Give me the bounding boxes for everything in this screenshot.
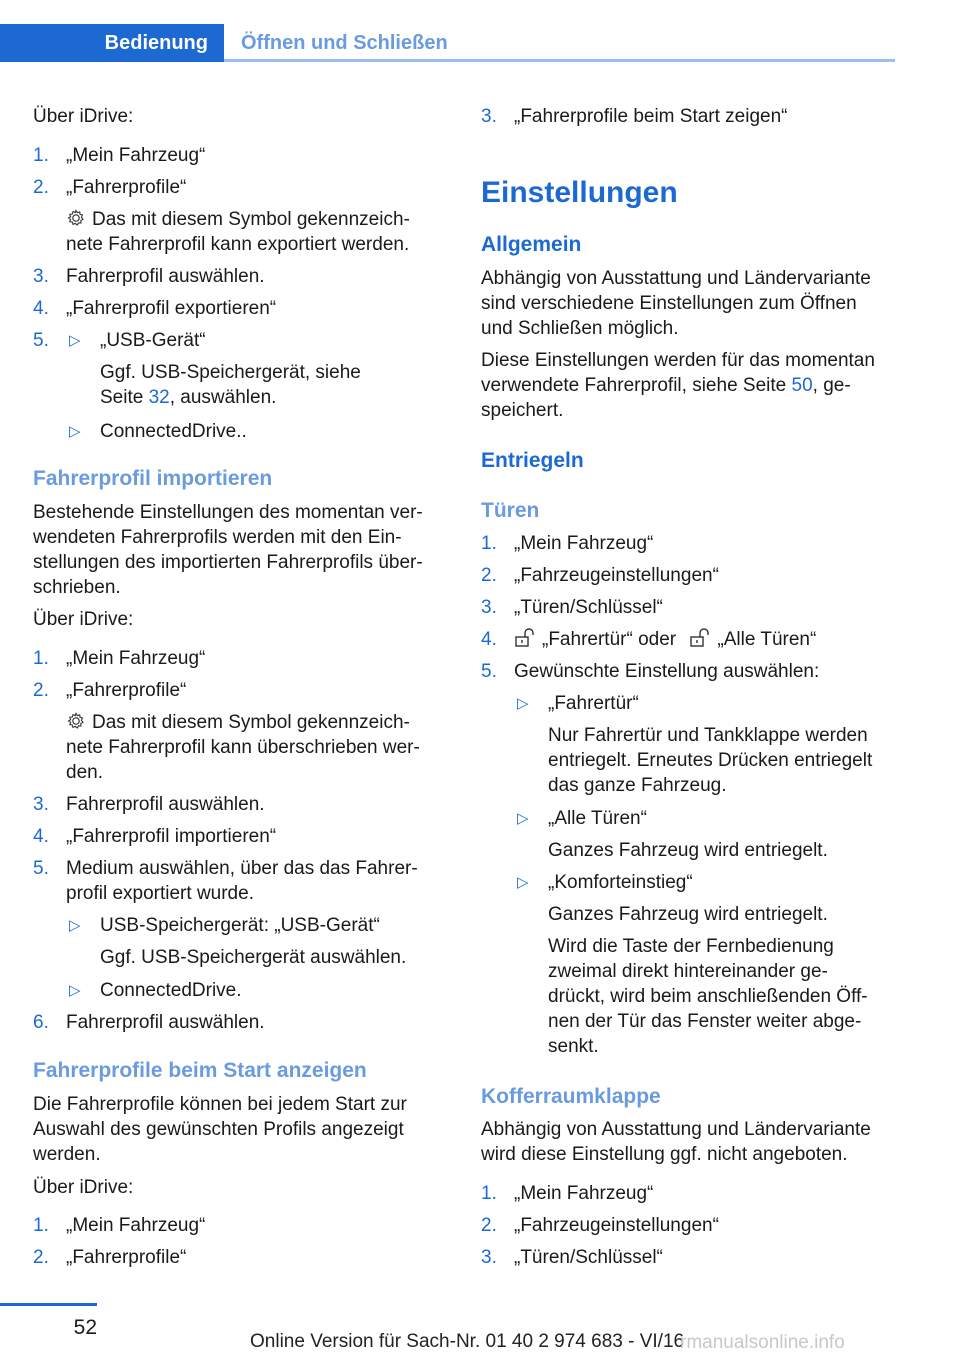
paragraph-line: Diese Einstellungen werden für das momentan xyxy=(481,350,875,371)
page-number: 52 xyxy=(73,1316,97,1339)
header-divider xyxy=(224,59,895,62)
paragraph-line: wendeten Fahrerprofils werden mit den Ein- xyxy=(33,527,402,548)
paragraph-line: werden. xyxy=(33,1144,101,1165)
paragraph-line: sind verschiedene Einstellungen zum Öffnen xyxy=(481,293,857,314)
triangle-bullet-icon: ▷ xyxy=(69,982,81,999)
paragraph-line: stellungen des importierten Fahrerprofils über- xyxy=(33,552,423,573)
paragraph-line: speichert. xyxy=(481,400,564,421)
gear-icon xyxy=(66,711,86,731)
paragraph-line: wird diese Einstellung ggf. nicht angeboten. xyxy=(481,1144,848,1165)
paragraph: Über iDrive: xyxy=(33,1177,134,1198)
watermark: rmanualsonline.info xyxy=(680,1332,845,1353)
subsection-heading: Türen xyxy=(481,499,540,522)
paragraph-line: Abhängig von Ausstattung und Ländervariante xyxy=(481,268,871,289)
section-heading: Allgemein xyxy=(481,233,582,256)
paragraph-line: Auswahl des gewünschten Profils angezeigt xyxy=(33,1119,404,1140)
subsection-heading: Kofferraumklappe xyxy=(481,1085,661,1108)
triangle-bullet-icon: ▷ xyxy=(517,810,529,827)
paragraph-line: Bestehende Einstellungen des momentan ver- xyxy=(33,502,423,523)
note-text: Das mit diesem Symbol gekennzeich- xyxy=(92,209,410,230)
section-heading: Fahrerprofil importieren xyxy=(33,467,273,490)
triangle-bullet-icon: ▷ xyxy=(69,917,81,934)
page-header xyxy=(0,0,895,62)
paragraph-line: schrieben. xyxy=(33,577,121,598)
triangle-bullet-icon: ▷ xyxy=(69,332,81,349)
triangle-bullet-icon: ▷ xyxy=(517,695,529,712)
page-link[interactable]: 32 xyxy=(148,387,170,408)
footer-divider xyxy=(0,1303,97,1306)
paragraph-line: und Schließen möglich. xyxy=(481,318,679,339)
unlock-icon xyxy=(689,628,711,648)
section-heading: Entriegeln xyxy=(481,449,584,472)
unlock-icon xyxy=(514,628,536,648)
section-heading: Fahrerprofile beim Start anzeigen xyxy=(33,1059,367,1082)
gear-icon xyxy=(66,208,86,228)
section-tab-chapter: Öffnen und Schließen xyxy=(241,31,448,54)
paragraph-line: Die Fahrerprofile können bei jedem Start zur xyxy=(33,1094,407,1115)
note-text: Das mit diesem Symbol gekennzeich- xyxy=(92,712,410,733)
section-tab-active: Bedienung xyxy=(0,24,224,62)
triangle-bullet-icon: ▷ xyxy=(69,423,81,440)
paragraph: Über iDrive: xyxy=(33,609,134,630)
chapter-heading: Einstellungen xyxy=(481,176,678,209)
online-version-note: Online Version für Sach-Nr. 01 40 2 974 683 - VI/16 xyxy=(250,1331,685,1352)
paragraph-line: verwendete Fahrerprofil, siehe Seite 50, ge- xyxy=(481,375,851,396)
page-link[interactable]: 50 xyxy=(791,375,813,396)
paragraph-line: Abhängig von Ausstattung und Ländervariante xyxy=(481,1119,871,1140)
triangle-bullet-icon: ▷ xyxy=(517,874,529,891)
paragraph: Über iDrive: xyxy=(33,106,134,127)
